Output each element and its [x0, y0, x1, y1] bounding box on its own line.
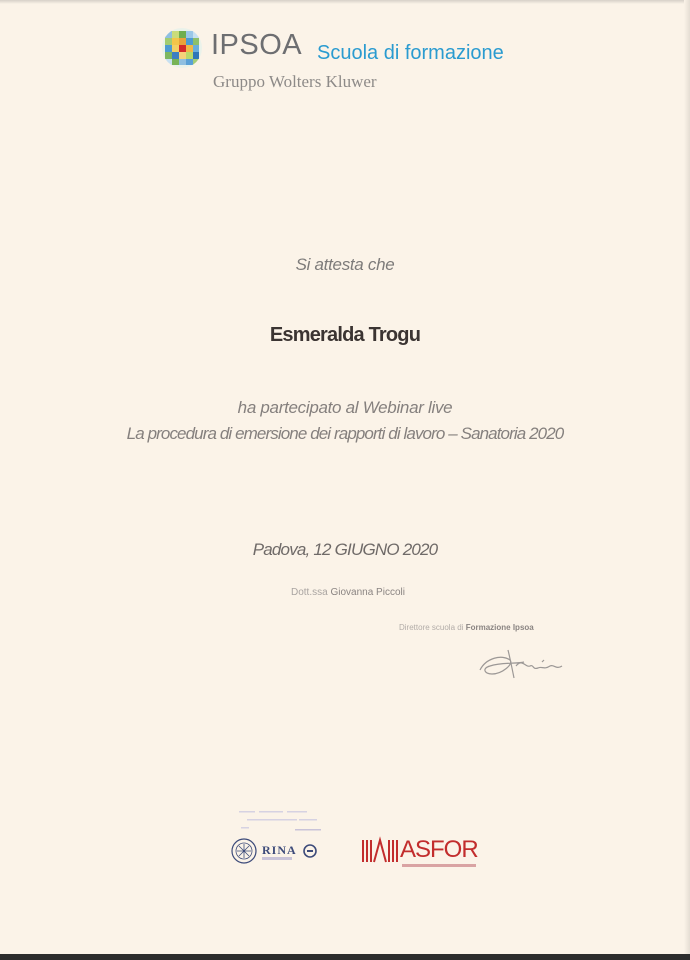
asfor-bars-icon	[362, 836, 402, 864]
recipient-name: Esmeralda Trogu	[269, 324, 421, 346]
asfor-logo	[362, 836, 478, 868]
right-edge-shadow	[684, 0, 690, 960]
wolters-kluwer-mosaic-icon	[159, 25, 205, 71]
signatory-name: Giovanna Piccoli	[330, 587, 405, 598]
rina-certification-logo	[227, 836, 323, 866]
signatory-name-line	[291, 587, 405, 598]
rina-emblem-icon	[231, 838, 257, 864]
signatory-title: Dott.ssa	[291, 587, 328, 598]
asfor-subtext	[402, 864, 476, 867]
rina-subtext	[262, 857, 292, 860]
place-and-date: Padova, 12 GIUGNO 2020	[252, 540, 438, 559]
brand-name: IPSOA	[211, 29, 303, 61]
faint-accreditation-text	[237, 807, 323, 835]
signatory-role: Direttore scuola di	[399, 623, 464, 632]
asfor-label: ASFOR	[400, 836, 478, 863]
participation-line: ha partecipato al Webinar live	[237, 398, 453, 417]
brand-subtitle: Scuola di formazione	[317, 42, 504, 64]
course-title: La procedura di emersione dei rapporti di lavoro – Sanatoria 2020	[126, 424, 564, 443]
signatory-role-line	[399, 623, 534, 632]
handwritten-signature	[472, 644, 572, 684]
accreditation-ring-icon	[303, 844, 317, 858]
rina-label: RINA	[262, 843, 297, 857]
bottom-edge	[0, 954, 690, 960]
certificate-intro: Si attesta che	[295, 255, 395, 274]
group-name: Gruppo Wolters Kluwer	[213, 72, 377, 91]
top-edge-shadow	[0, 0, 690, 4]
signatory-org: Formazione Ipsoa	[465, 623, 534, 632]
